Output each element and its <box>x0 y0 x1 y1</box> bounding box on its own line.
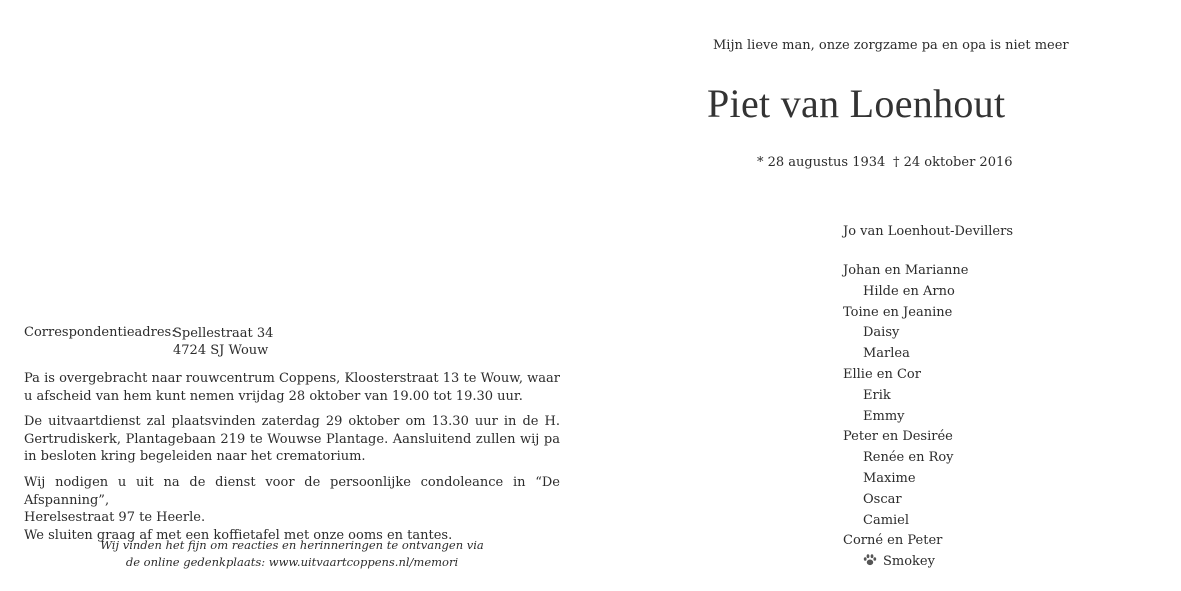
family-member-grandchild <box>843 323 969 344</box>
family-member-couple <box>843 303 969 324</box>
family-member-name: Erik <box>863 387 891 403</box>
family-list <box>843 261 969 573</box>
family-member-name: Corné en Peter <box>843 533 943 549</box>
family-member-name: Renée en Roy <box>863 450 954 466</box>
family-member-grandchild <box>843 448 969 469</box>
family-member-couple <box>843 365 969 386</box>
family-member-name: Marlea <box>863 346 910 362</box>
family-member-name: Oscar <box>863 491 902 507</box>
family-member-grandchild <box>843 490 969 511</box>
family-member-grandchild <box>843 552 969 573</box>
deceased-name: Piet van Loenhout <box>707 81 1006 126</box>
correspondence-label: Correspondentieadres: <box>24 325 176 340</box>
family-member-name: Peter en Desirée <box>843 429 953 445</box>
family-member-name: Emmy <box>863 408 905 424</box>
online-memorial-note <box>24 537 560 571</box>
address-city: 4724 SJ Wouw <box>173 343 269 358</box>
note-line-1: Wij vinden het fijn om reacties en herinneringen te ontvangen via <box>100 538 484 552</box>
family-member-grandchild <box>843 282 969 303</box>
family-member-grandchild <box>843 511 969 532</box>
condolence-line-3: We sluiten graag af met een koffietafel met onze ooms en tantes. <box>24 527 453 543</box>
family-member-name: Ellie en Cor <box>843 366 921 382</box>
paw-icon <box>863 553 877 565</box>
correspondence-address <box>173 325 273 359</box>
family-member-grandchild <box>843 344 969 365</box>
condolence-line-1: Wij nodigen u uit na de dienst voor de persoonlijke condoleance in “De Afspanning”, <box>24 475 560 508</box>
family-member-couple <box>843 531 969 552</box>
family-member-name: Maxime <box>863 470 916 486</box>
viewing-paragraph: Pa is overgebracht naar rouwcentrum Coppens, Kloosterstraat 13 te Wouw, waar u afscheid van hem kunt nemen vrijdag 28 oktober van 19.00 tot 19.30 uur. <box>24 371 560 404</box>
spouse-name: Jo van Loenhout-Devillers <box>843 224 1013 239</box>
death-date: † 24 oktober 2016 <box>893 155 1013 170</box>
family-member-grandchild <box>843 386 969 407</box>
family-member-name: Daisy <box>863 325 900 341</box>
family-member-name: Hilde en Arno <box>863 283 955 299</box>
family-member-couple <box>843 261 969 282</box>
family-member-name: Camiel <box>863 512 910 528</box>
family-member-name: Johan en Marianne <box>843 263 969 278</box>
condolence-paragraph <box>24 474 560 544</box>
note-line-2: de online gedenkplaats: www.uitvaartcoppens.nl/memori <box>125 555 459 569</box>
family-member-name: Smokey <box>883 554 935 570</box>
family-member-couple <box>843 427 969 448</box>
condolence-line-2: Herelsestraat 97 te Heerle. <box>24 510 206 525</box>
intro-text: Mijn lieve man, onze zorgzame pa en opa is niet meer <box>713 38 1069 53</box>
family-member-grandchild <box>843 407 969 428</box>
birth-date: * 28 augustus 1934 <box>757 155 886 170</box>
address-street: Spellestraat 34 <box>173 326 274 341</box>
service-paragraph: De uitvaartdienst zal plaatsvinden zaterdag 29 oktober om 13.30 uur in de H. Gertrudiskerk, Plantagebaan 219 te Wouwse Plantage. Aansluitend zullen wij pa in besloten kring begeleiden naar het crematorium. <box>24 414 560 464</box>
family-member-name: Toine en Jeanine <box>843 304 953 320</box>
family-member-grandchild <box>843 469 969 490</box>
